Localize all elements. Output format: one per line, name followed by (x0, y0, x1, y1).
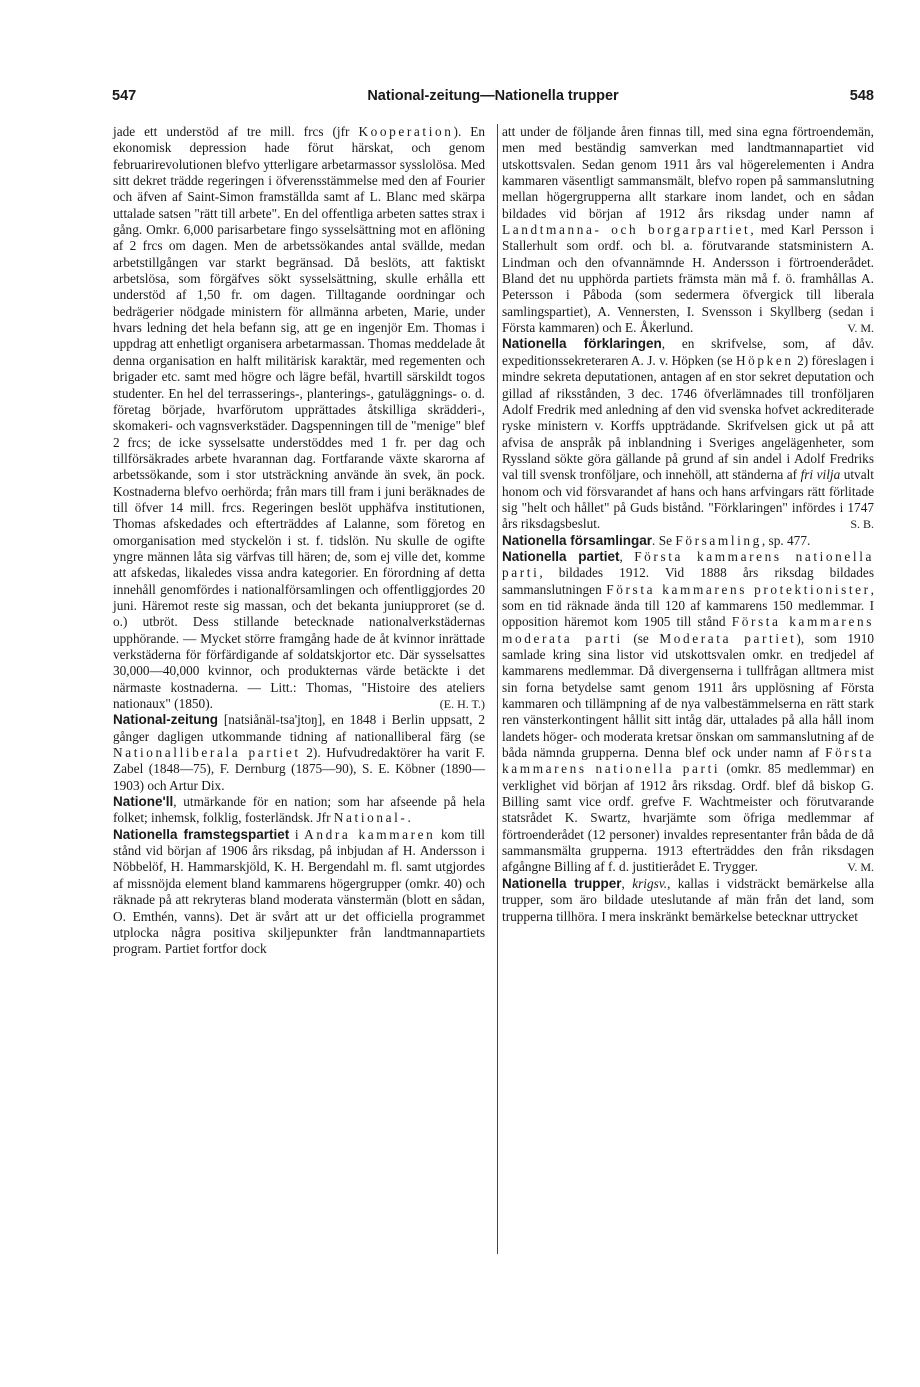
entry-headword: National-zeitung (113, 712, 218, 728)
entry-nationella-forsamlingar: Nationella församlingar. Se Församling, sp. 477. (502, 532, 811, 548)
spaced-term: Första kammarens nationella parti (502, 745, 874, 777)
column-divider (497, 124, 498, 1254)
author-signature: (E. H. T.) (439, 697, 485, 712)
cross-reference[interactable]: Nationalliberala partiet (113, 745, 301, 761)
spaced-term: Första kammarens nationella parti (502, 548, 874, 581)
entry-nationella-partiet: Nationella partiet, Första kammarens nationella parti, bildades 1912. Vid 1888 års riksdag bildades sammanslutningen Första kammarens protektionister, som en tid räknade ända till 120 af kammarens 150 medlemmar. I opposition häremot kom 1905 till stånd Första kammarens moderata parti (se Moderata partiet), som 1910 samlade kring sina listor vid utskottsvalen omkr. en tredjedel af kammarens medlemmar. Då divergenserna i tullfrågan alltmera mist sin forna betydelse samt genom 1911 års upplösning af Första kammaren och tillämpning af de nya valbestämmelserna en rätt stark ren vänsterkontingent hållit sitt intåg där, uttalades på alla håll inom landets höger- och moderata kretsar önskan om sammanslutning af de båda nämnda grupperna. Denna blef ock under namn af Första kammarens nationella parti (omkr. 85 medlemmar) en verklighet vid början af 1912 års riksdag. Ordf. blef då biskop G. Billing samt vice ordf. grefve F. Wachtmeister och förutvarande statsrådet K. Swartz, hvarjämte som öfriga medlemmar af förtroenderådet (12 personer) invaldes representanter från båda de då sammansmälta grupperna. 1913 efterträddes den från riksdagen afgångne Billing af f. d. justitierådet E. Trygger. V. M. (502, 548, 874, 875)
entry-headword: Nationella trupper (502, 875, 622, 891)
entry-nationella-trupper: Nationella trupper, krigsv., kallas i vidsträckt bemärkelse alla trupper, som äro bildade uteslutande af män från det land, som trupperna tillhöra. I mera inskränkt bemärkelse betecknar uttrycket (502, 875, 874, 924)
cross-reference[interactable]: Kooperation (358, 124, 454, 139)
entry-headword: Nationella framstegspartiet (113, 826, 290, 842)
entry-nationella-framstegspartiet-continued: att under de följande åren finnas till, med sina egna förtroendemän, men med beständig samverkan med landtmannapartiet vid utskottsvalen. Sedan genom 1911 års val högerelementen i Andra kammaren väsentligt sammansmält, blefvo ropen på sammanslutning mellan högergrupperna allt starkare inom landet, och en sådan bildades vid början af 1912 års riksdag under namn af Landtmanna- och borgarpartiet, med Karl Persson i Stallerhult som ordf. och bl. a. förutvarande statsministern A. Lindman och den ofvannämnde H. Andersson i förtroenderådet. Bland det nu upphörda partiets främsta män må f. ö. framhållas A. Petersson i Påboda (som sedermera öfvergick till liberala samlingspartiet), A. Vennersten, I. Svensson i Skyllberg (sedan i Första kammaren) och E. Åkerlund. V. M. (502, 124, 874, 336)
cross-reference[interactable]: Moderata partiet (659, 630, 797, 646)
right-column (502, 124, 874, 925)
page-number-right: 548 (849, 88, 874, 104)
spaced-term: Första kammarens moderata parti (502, 614, 874, 646)
cross-reference[interactable]: National- (333, 810, 408, 826)
entry-national-workshops-continued: jade ett understöd af tre mill. frcs (jfr Kooperation). En ekonomisk depression hade förut härskat, och genom februarirevolutionen blefvo ytterligare arbetarmassor sysslolösa. Med sitt dekret trädde regeringen i öfverensstämmelse med den af Fourier och äfven af Saint-Simon framställda samt af L. Blanc med skärpa uttalade satsen "rätt till arbete". En del offentliga arbeten sattes strax i gång. Omkr. 6,000 parisarbetare fingo sysselsättning mot en aflöning af 2 frcs om dagen. Men de arbetssökandes antal svällde, medan arbetstillgången var starkt begränsad. Då beslöts, att faktiskt arbetslösa, som förgäfves sökt sysselsättning, skulle erhålla ett understöd af 1,50 fr. om dagen. Tilltagande oordningar och bedrägerier nödgade ministern för allmänna arbeten, Marie, under hvars ledning det hela befann sig, att ge en ingenjör Em. Thomas i uppdrag att enhetligt organisera arbetarmassan. Thomas meddelade åt denna organisation en halft militärisk karaktär, med regementen och brigader etc. samt med högre och lägre befäl, hvartill särskildt togos studenter. En hel del terrasserings-, planterings-, gatuläggnings- o. d. företag började, hvarförutom upprättades åtskilliga skrädderi-, skomakeri- och vagnsverkstäder. Dagspenningen till de "menige" blef 2 frcs; de icke sysselsatte understöddes med 1 fr. per dag och tillförsäkrades arbete hvarannan dag. Fortfarande växte skarorna af arbetssökande, som i stor utsträckning använde än svek, än pock. Kostnaderna blefvo oerhörda; från mars till fram i juni beräknades de till öfver 14 mill. frcs. Regeringen beslöt upphäfva institutionen, Thomas afskedades och efterträddes af Lalanne, som företog en omorganisation med styckelön i st. f. tidslön. Nu skulle de ogifte yngre männen låta sig värfvas till hären; de, som ej ville det, komme att afskedas, likaledes vissa andra kategorier. En förordning af detta innehåll genomfördes i nationalförsamlingen och offentliggjordes 20 juni. Häremot reste sig massan, och det bekanta juniupproret (se d. o.) utbröt. Dess stillande betecknade nationalverkstädernas upphörande. — Mycket större framgång hade de åt kvinnor inrättade verkstäderna för förfärdigande af soldatskjortor etc. Där sysselsattes 30,000—40,000 kvinnor, och produkternas värde betäckte i det närmaste kostnaderna. — Litt.: Thomas, "Histoire des ateliers nationaux" (1850). (E. H. T.) (113, 124, 485, 712)
spaced-term: Andra kammaren (304, 826, 436, 842)
cross-reference[interactable]: Höpken (735, 352, 794, 368)
entry-headword: Nationella partiet (502, 548, 620, 564)
left-column (113, 124, 485, 958)
spaced-term: Första kammarens protektionister (606, 581, 871, 597)
author-signature: V. M. (847, 860, 874, 875)
author-signature: S. B. (850, 517, 874, 532)
page-header (112, 88, 874, 108)
entry-nationell: Natione'll, utmärkande för en nation; som har afseende på hela folket; inhemsk, folklig, fosterländsk. Jfr National-. (113, 794, 485, 826)
entry-national-zeitung: National-zeitung [natsiånäl-tsa'jtoŋ], en 1848 i Berlin uppsatt, 2 gånger dagligen utkommande tidning af nationalliberal färg (se Nationalliberala partiet 2). Hufvudredaktörer ha varit F. Zabel (1848—75), F. Dernburg (1875—90), S. E. Köbner (1890—1903) och Artur Dix. (113, 712, 485, 793)
cross-reference[interactable]: Församling (675, 532, 762, 548)
page-number-left: 547 (112, 88, 137, 104)
spaced-term: Landtmanna- och borgarpartiet (502, 222, 751, 238)
author-signature: V. M. (847, 321, 874, 336)
entry-headword: Nationella församlingar (502, 532, 653, 548)
entry-headword: Nationella förklaringen (502, 336, 662, 352)
entry-headword: Natione'll (113, 794, 174, 810)
entry-nationella-framstegspartiet: Nationella framstegspartiet i Andra kammaren kom till stånd vid början af 1906 års riksdag, på inbjudan af H. Andersson i Nöbbelöf, H. Hammarskjöld, K. H. Bergendahl m. fl. samt utgjordes af missnöjda element bland kammarens högergrupper (omkr. 40) och räknade på att rekryteras bland moderata vänstermän (blott en sådan, O. Emthén, vanns). Det är svårt att ur det officiella programmet utplocka några positiva skiljepunkter från landtmannapartiets program. Partiet fortfor dock (113, 826, 485, 957)
entry-nationella-forklaringen: Nationella förklaringen, en skrifvelse, som, af dåv. expeditionssekreteraren A. J. v. Höpken (se Höpken 2) föreslagen i mindre sekreta deputationen, antagen af en stor sekret deputation och gillad af riksstånden, 3 dec. 1746 öfverlämnades till tronföljaren Adolf Fredrik med anledning af den vid svenska hofvet ackrediterade ryske ministern v. Korffs uppträdande. Skrifvelsen gick ut på att afvisa de anspråk på inblandning i Sveriges angelägenheter, som Ryssland sökte göra gällande på grund af sin andel i Adolf Fredriks val till svensk tronföljare, och innehöll, att ständerna af fri vilja utvalt honom och vid försvarandet af hans och hans arfvingars rätt förlitade sig "helt och hållet" på Guds bistånd. "Förklaringen" infördes i 1747 års riksdagsbeslut. S. B. (502, 336, 874, 532)
running-title: National-zeitung—Nationella trupper (367, 88, 619, 104)
